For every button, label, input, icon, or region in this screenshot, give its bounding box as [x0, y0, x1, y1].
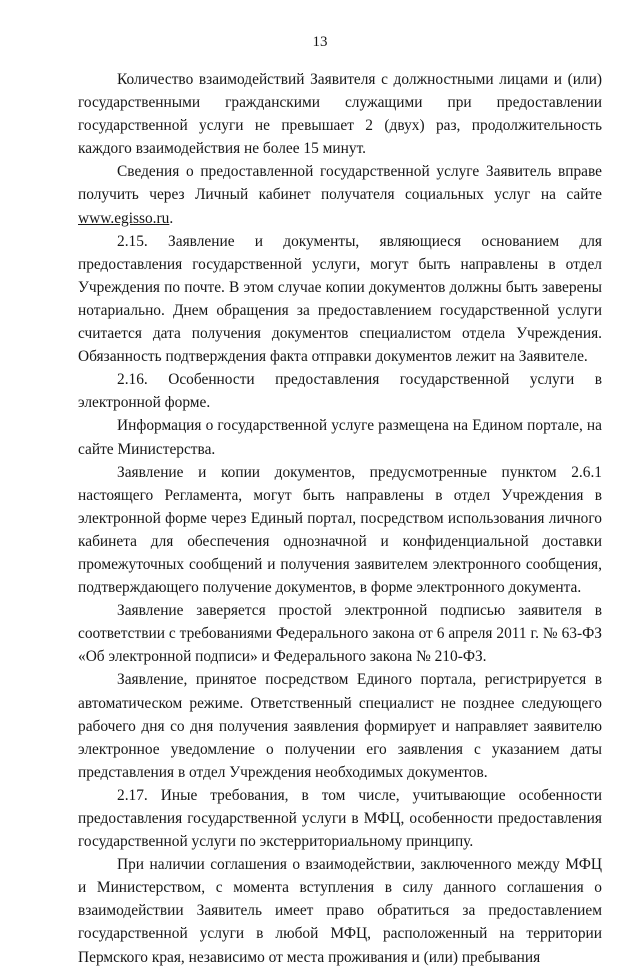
- paragraph-mfc-agreement: При наличии соглашения о взаимодействии, заключенного между МФЦ и Министерством, с момента вступления в силу данного соглашения о взаимодействии Заявитель имеет право обратиться за предоставлением государственной услуги в любой МФЦ, расположенный на территории Пермского края, независимо от места проживания и (или) пребывания: [78, 856, 602, 966]
- egisso-link[interactable]: www.egisso.ru: [78, 209, 170, 227]
- paragraph-registration: Заявление, принятое посредством Единого портала, регистрируется в автоматическом режиме. Ответственный специалист не позднее следующего рабочего дня со дня получения заявления формирует и направляет заявителю электронное уведомление о получении его заявления с указанием даты представления в отдел Учреждения необходимых документов.: [78, 671, 602, 781]
- paragraph-electronic-submission: Заявление и копии документов, предусмотренные пунктом 2.6.1 настоящего Регламента, могут быть направлены в отдел Учреждения в электронной форме через Единый портал, посредством использования личного кабинета для обеспечения однозначной и конфиденциальной доставки промежуточных сообщений и получения заявителем электронного сообщения, подтверждающего получение документов, в форме электронного документа.: [78, 463, 602, 597]
- paragraph-2-16: 2.16. Особенности предоставления государственной услуги в электронной форме.: [78, 371, 602, 412]
- paragraph-2-15: 2.15. Заявление и документы, являющиеся основанием для предоставления государственной услуги, могут быть направлены в отдел Учреждения по почте. В этом случае копии документов должны быть заверены нотариально. Днем обращения за предоставлением государственной услуги считается дата получения документов специалистом отдела Учреждения. Обязанность подтверждения факта отправки документов лежит на Заявителе.: [78, 232, 602, 366]
- page-number: 13: [312, 34, 328, 50]
- paragraph-personal-cabinet-end: .: [169, 209, 174, 227]
- paragraph-interaction-limits: Количество взаимодействий Заявителя с должностными лицами и (или) государственными гражданскими служащими при предоставлении государственной услуги не превышает 2 (двух) раз, продолжительность каждого взаимодействия не более 15 минут.: [78, 71, 602, 158]
- paragraph-personal-cabinet-text: Сведения о предоставленной государственной услуге Заявитель вправе получить через Личный кабинет получателя социальных услуг на сайте: [78, 163, 602, 204]
- paragraph-portal-info: Информация о государственной услуге размещена на Едином портале, на сайте Министерства.: [78, 417, 602, 458]
- paragraph-2-17: 2.17. Иные требования, в том числе, учитывающие особенности предоставления государственной услуги в МФЦ, особенности предоставления государственной услуги по экстерриториальному принципу.: [78, 786, 602, 851]
- paragraph-personal-cabinet: [78, 160, 602, 229]
- document-body: [78, 68, 602, 969]
- paragraph-electronic-signature: Заявление заверяется простой электронной подписью заявителя в соответствии с требованиями Федерального закона от 6 апреля 2011 г. № 63-ФЗ «Об электронной подписи» и Федерального закона № 210-ФЗ.: [78, 602, 602, 666]
